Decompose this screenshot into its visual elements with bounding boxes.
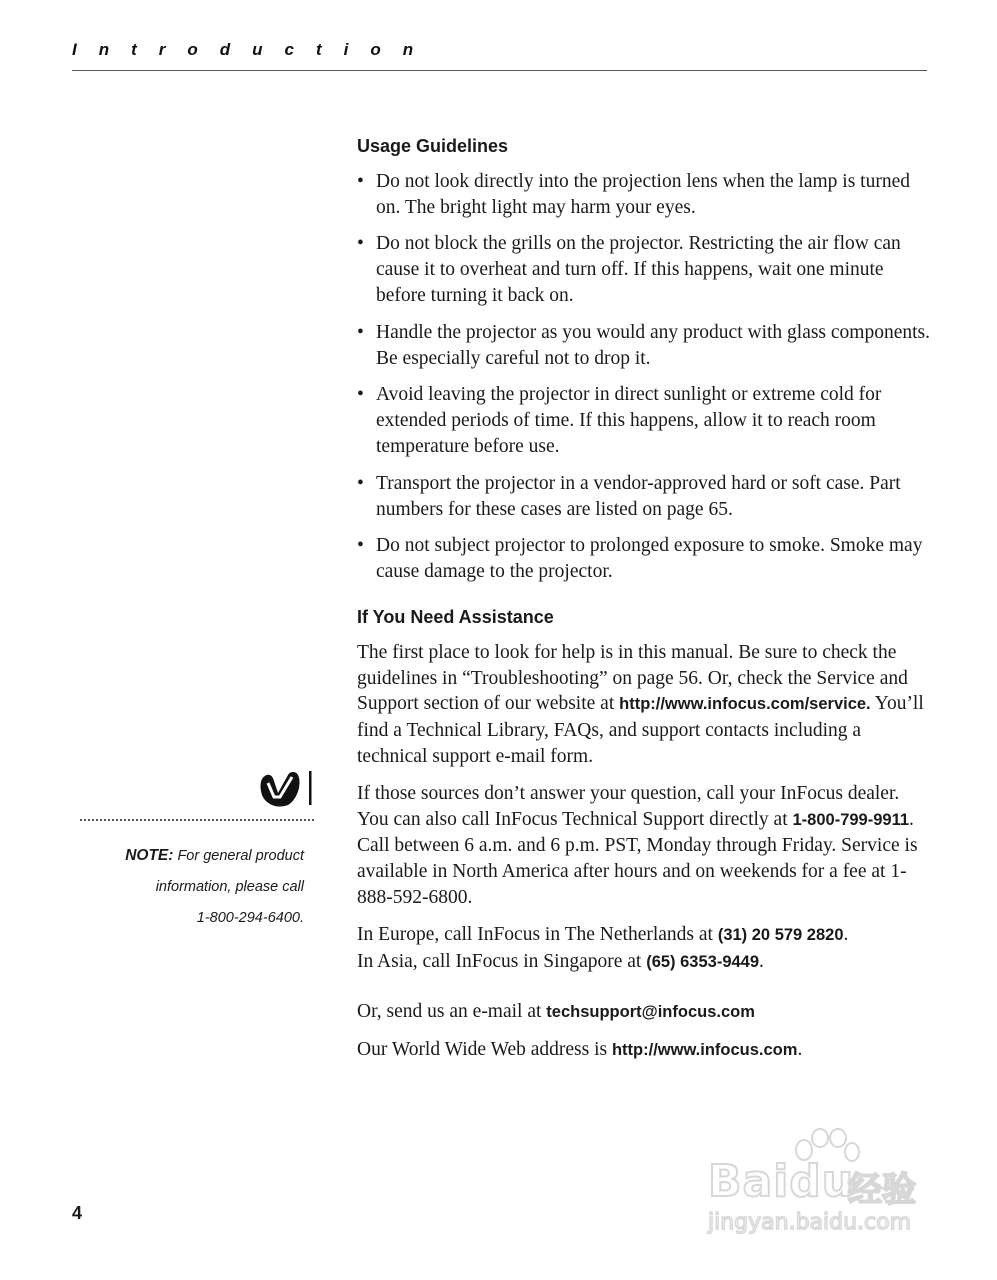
assistance-text: . (843, 923, 849, 945)
checkmark-note-icon (258, 769, 314, 809)
assistance-text: The first place to look for help is in this manual. Be sure to check the guidelines in “Troubleshooting” on page 56. Or, check the Service and Support section of our website at (357, 641, 908, 715)
usage-guidelines-list (357, 169, 932, 585)
europe-phone-number: (31) 20 579 2820 (717, 925, 844, 944)
assistance-text: If those sources don’t answer your question, call your InFocus dealer. You can also call InFocus Technical Support directly at (357, 782, 900, 830)
page-number: 4 (72, 1203, 83, 1223)
assistance-text: Or, send us an e-mail at (357, 1001, 547, 1023)
assistance-paragraph-manual (357, 640, 932, 770)
website-url-link[interactable]: http://www.infocus.com (611, 1041, 798, 1060)
assistance-text: . (759, 950, 764, 972)
note-text: For general product (177, 848, 304, 864)
watermark-logo-text: Baidu (708, 1156, 855, 1207)
support-email-link[interactable]: techsupport@infocus.com (546, 1003, 755, 1022)
service-url-link[interactable]: http://www.infocus.com/service. (619, 695, 871, 714)
header-rule (72, 70, 927, 71)
assistance-text: . (797, 1039, 803, 1061)
running-header-title: Introduction (72, 40, 436, 59)
assistance-text: Our World Wide Web address is (357, 1039, 612, 1061)
guideline-text: Do not look directly into the projection lens when the lamp is turned on. The bright light may harm your eyes. (376, 170, 910, 218)
guideline-item (357, 169, 932, 221)
guideline-text: Do not block the grills on the projector. Restricting the air flow can cause it to overheat and turn off. If this happens, wait one minute before turning it back on. (376, 233, 901, 306)
note-label: NOTE: (125, 847, 174, 864)
assistance-heading: If You Need Assistance (357, 606, 554, 627)
watermark-chinese-text: 经验 (848, 1170, 916, 1210)
sidebar-note (80, 840, 304, 934)
bullet: • (357, 321, 364, 343)
bullet: • (357, 535, 364, 557)
baidu-watermark (700, 1128, 945, 1246)
assistance-paragraph-email (357, 999, 932, 1026)
note-line: 1-800-294-6400. (196, 910, 304, 926)
guideline-item (357, 382, 932, 459)
guideline-text: Transport the projector in a vendor-approved hard or soft case. Part numbers for these cases are listed on page 65. (376, 472, 901, 520)
assistance-text: . Call between 6 a.m. and 6 p.m. PST, Monday through Friday. Service is available in North America after hours and on weekends for a fee at 1-888-592-6800. (357, 808, 918, 908)
usage-guidelines-heading: Usage Guidelines (357, 136, 509, 156)
bullet: • (357, 170, 364, 192)
note-line: information, please call (155, 879, 304, 895)
guideline-item (357, 533, 932, 585)
spacer (357, 986, 932, 999)
note-line (80, 840, 304, 872)
guideline-item (357, 471, 932, 523)
assistance-text: You’ll find a Technical Library, FAQs, and support contacts including a technical support e-mail form. (357, 693, 924, 767)
asia-phone-number: (65) 6353-9449 (646, 952, 760, 971)
assistance-paragraph-web (357, 1037, 932, 1064)
guideline-item (357, 231, 932, 308)
guideline-text: Do not subject projector to prolonged exposure to smoke. Smoke may cause damage to the projector. (376, 535, 923, 583)
assistance-paragraph-support (357, 781, 932, 911)
main-content (357, 134, 932, 1075)
bullet: • (357, 472, 364, 494)
bullet: • (357, 233, 364, 255)
guideline-text: Handle the projector as you would any product with glass components. Be especially careful not to drop it. (376, 321, 931, 369)
assistance-text: In Europe, call InFocus in The Netherlands at (357, 923, 718, 945)
assistance-text: In Asia, call InFocus in Singapore at (357, 950, 647, 972)
watermark-url: jingyan.baidu.com (708, 1210, 912, 1235)
bullet: • (357, 384, 364, 406)
sidebar-dotted-rule (80, 819, 314, 821)
guideline-text: Avoid leaving the projector in direct sunlight or extreme cold for extended periods of time. If this happens, allow it to reach room temperature before use. (376, 384, 882, 457)
assistance-paragraph-international (357, 922, 932, 976)
guideline-item (357, 320, 932, 372)
support-phone-number: 1-800-799-9911 (792, 810, 910, 829)
